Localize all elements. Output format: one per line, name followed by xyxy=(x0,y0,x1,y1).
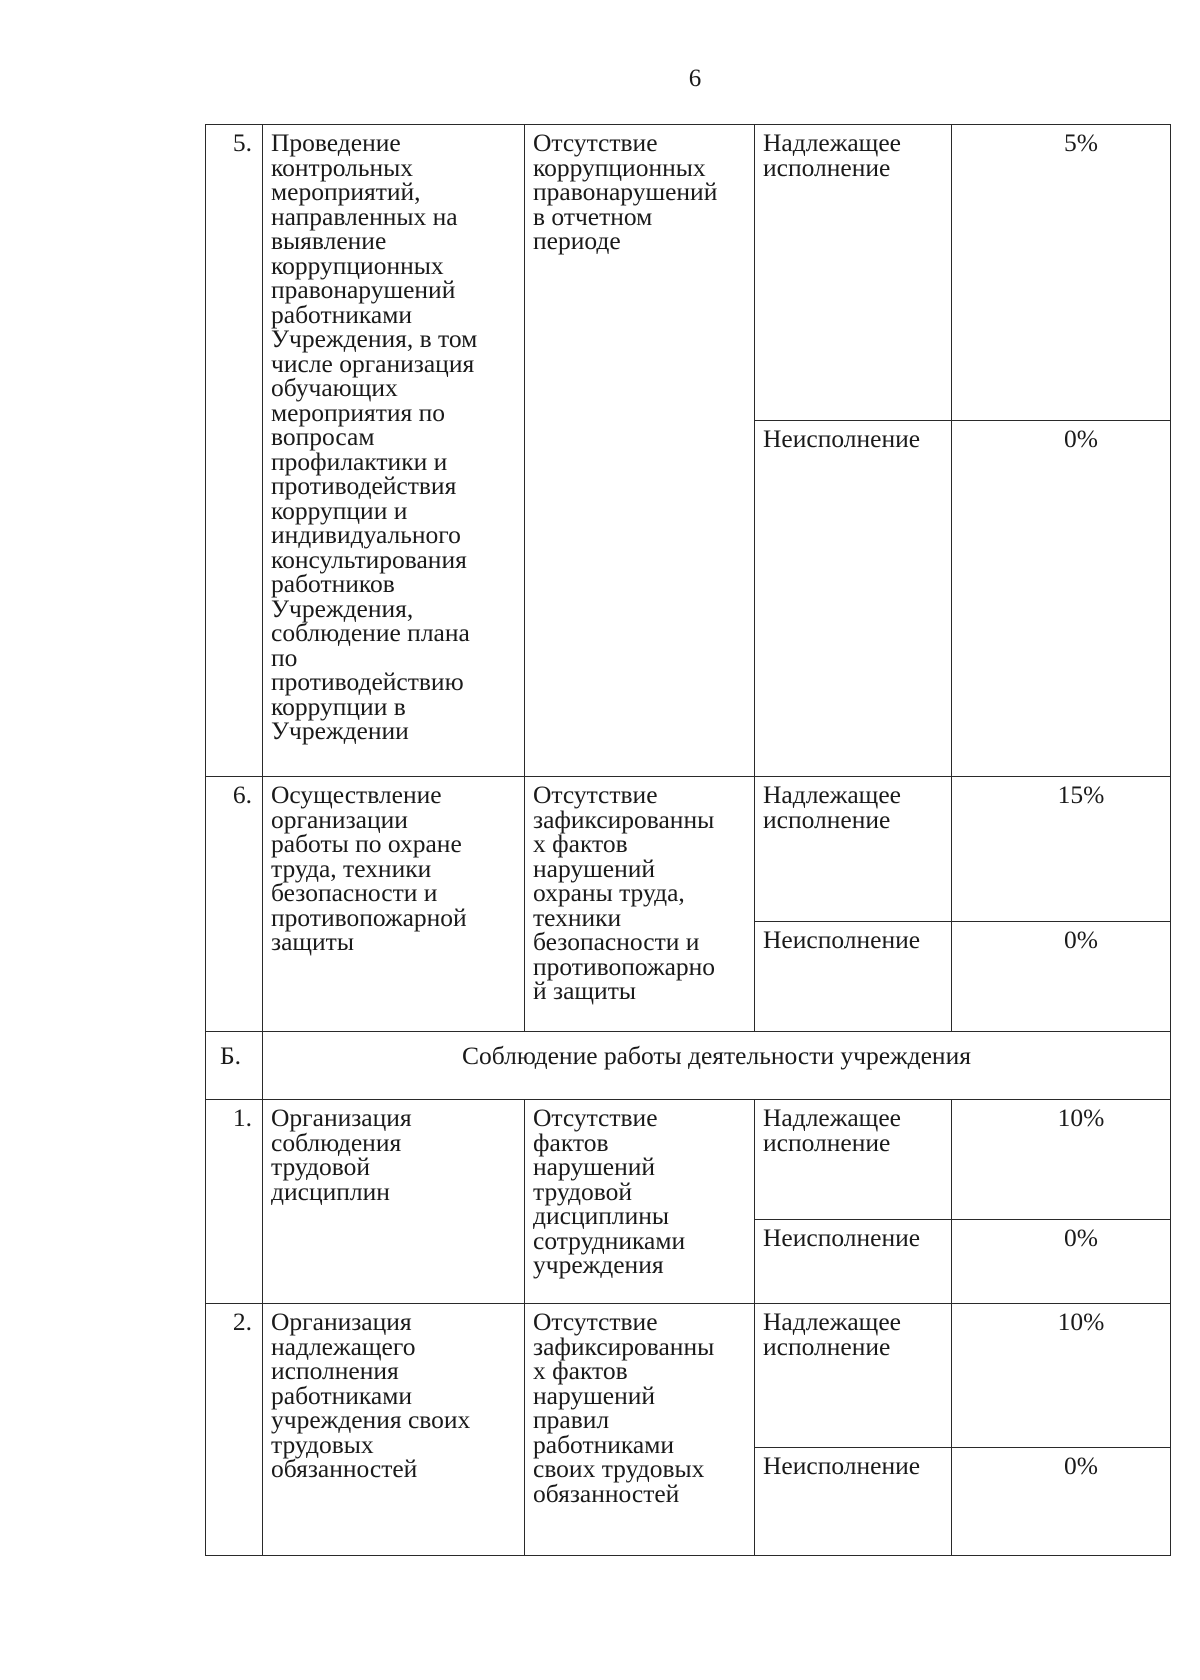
section-header-row xyxy=(206,1032,1171,1100)
assessment-value: 15% xyxy=(952,777,1171,922)
assessment-label: Надлежащее исполнение xyxy=(755,777,952,922)
row-number: 1. xyxy=(206,1100,263,1304)
assessment-value: 0% xyxy=(952,1220,1171,1304)
table-row xyxy=(206,1100,1171,1220)
assessment-label: Надлежащее исполнение xyxy=(755,1304,952,1448)
page-number: 6 xyxy=(688,65,702,92)
assessment-label: Надлежащее исполнение xyxy=(755,1100,952,1220)
table-row xyxy=(206,1304,1171,1448)
criterion-cell: Отсутствие зафиксированны х фактов нарушений правил работниками своих трудовых обязанностей xyxy=(525,1304,755,1556)
row-number: 5. xyxy=(206,125,263,777)
row-number: 2. xyxy=(206,1304,263,1556)
activity-cell: Организация надлежащего исполнения работниками учреждения своих трудовых обязанностей xyxy=(263,1304,525,1556)
criterion-cell: Отсутствие фактов нарушений трудовой дисциплины сотрудниками учреждения xyxy=(525,1100,755,1304)
activity-cell: Организация соблюдения трудовой дисциплин xyxy=(263,1100,525,1304)
assessment-value: 0% xyxy=(952,1448,1171,1556)
assessment-label: Надлежащее исполнение xyxy=(755,125,952,421)
table-row xyxy=(206,777,1171,922)
assessment-value: 5% xyxy=(952,125,1171,421)
assessment-label: Неисполнение xyxy=(755,421,952,777)
assessment-value: 0% xyxy=(952,421,1171,777)
assessment-value: 10% xyxy=(952,1304,1171,1448)
assessment-label: Неисполнение xyxy=(755,1448,952,1556)
criterion-cell: Отсутствие зафиксированны х фактов нарушений охраны труда, техники безопасности и противопожарно й защиты xyxy=(525,777,755,1032)
section-title: Соблюдение работы деятельности учреждения xyxy=(263,1032,1171,1100)
row-number: 6. xyxy=(206,777,263,1032)
section-letter: Б. xyxy=(206,1032,263,1100)
criteria-table xyxy=(205,124,1171,1556)
assessment-value: 10% xyxy=(952,1100,1171,1220)
table-row xyxy=(206,125,1171,421)
assessment-value: 0% xyxy=(952,922,1171,1032)
assessment-label: Неисполнение xyxy=(755,922,952,1032)
criterion-cell: Отсутствие коррупционных правонарушений в отчетном периоде xyxy=(525,125,755,777)
assessment-label: Неисполнение xyxy=(755,1220,952,1304)
activity-cell: Осуществление организации работы по охране труда, техники безопасности и противопожарной защиты xyxy=(263,777,525,1032)
activity-cell: Проведение контрольных мероприятий, направленных на выявление коррупционных правонарушений работниками Учреждения, в том числе организация обучающих мероприятия по вопросам профилактики и противодействия коррупции и индивидуального консультирования работников Учреждения, соблюдение плана по противодействию коррупции в Учреждении xyxy=(263,125,525,777)
